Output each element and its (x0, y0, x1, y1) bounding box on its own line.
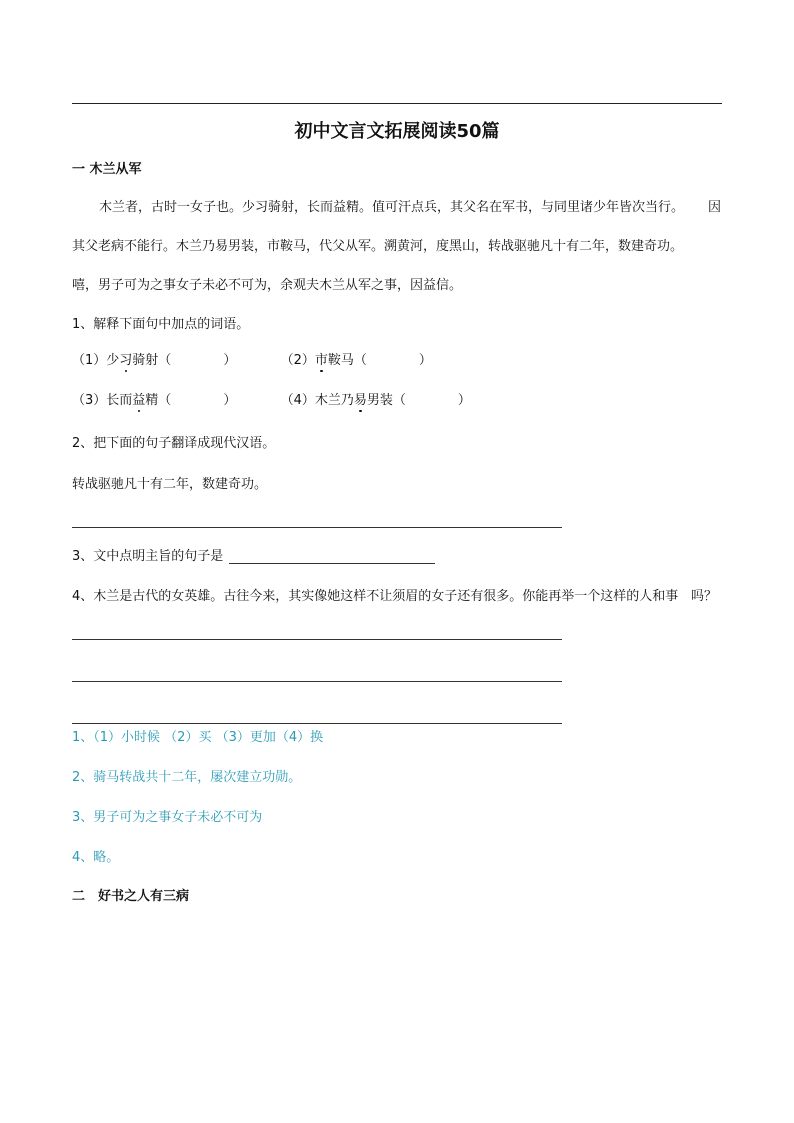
question-4-tail: 吗？ (691, 589, 718, 604)
answer-line-q4-2 (72, 681, 562, 682)
q1-row-1 (72, 349, 432, 368)
q1-item-2: （2）市鞍马（ ） (281, 353, 432, 368)
page-title: 初中文言文拓展阅读50篇 (294, 121, 500, 142)
answer-line-q4-1 (72, 639, 562, 640)
section-heading-1: 一 木兰从军 (72, 162, 142, 177)
answer-line-q2 (72, 527, 562, 528)
answer-3: 3、男子可为之事女子未必不可为 (72, 810, 263, 825)
answer-line-q3 (229, 549, 435, 564)
q1-row-2 (72, 389, 471, 408)
question-3: 3、文中点明主旨的句子是 (72, 545, 435, 564)
q1-item-1: （1）少习骑射（ ） (72, 353, 236, 368)
q1-item-4: （4）木兰乃易男装（ ） (281, 393, 471, 408)
section-heading-2: 二 好书之人有三病 (72, 889, 190, 904)
passage-line-2: 其父老病不能行。木兰乃易男装，市鞍马，代父从军。溯黄河，度黑山，转战驱驰凡十有二年，数建奇功。 (72, 239, 684, 254)
passage-line-1-tail: 因 (708, 200, 722, 215)
question-1: 1、解释下面句中加点的词语。 (72, 317, 250, 332)
passage-line-3: 嘻，男子可为之事女子未必不可为，余观夫木兰从军之事，因益信。 (72, 278, 463, 293)
answer-line-q4-3 (72, 723, 562, 724)
q1-item-3: （3）长而益精（ ） (72, 393, 236, 408)
question-4: 4、木兰是古代的女英雄。古往今来，其实像她这样不让须眉的女子还有很多。你能再举一个这样的人和事 (72, 589, 679, 604)
answer-2: 2、骑马转战共十二年，屡次建立功勋。 (72, 770, 302, 785)
header-rule (72, 103, 722, 104)
answer-4: 4、略。 (72, 850, 120, 865)
question-2: 2、把下面的句子翻译成现代汉语。 (72, 436, 276, 451)
passage-line-1: 木兰者，古时一女子也。少习骑射，长而益精。值可汗点兵，其父名在军书，与同里诸少年皆次当行。 (99, 200, 685, 215)
q2-sentence: 转战驱驰凡十有二年，数建奇功。 (72, 477, 268, 492)
answer-1: 1、（1）小时候 （2）买 （3）更加（4）换 (72, 730, 324, 745)
